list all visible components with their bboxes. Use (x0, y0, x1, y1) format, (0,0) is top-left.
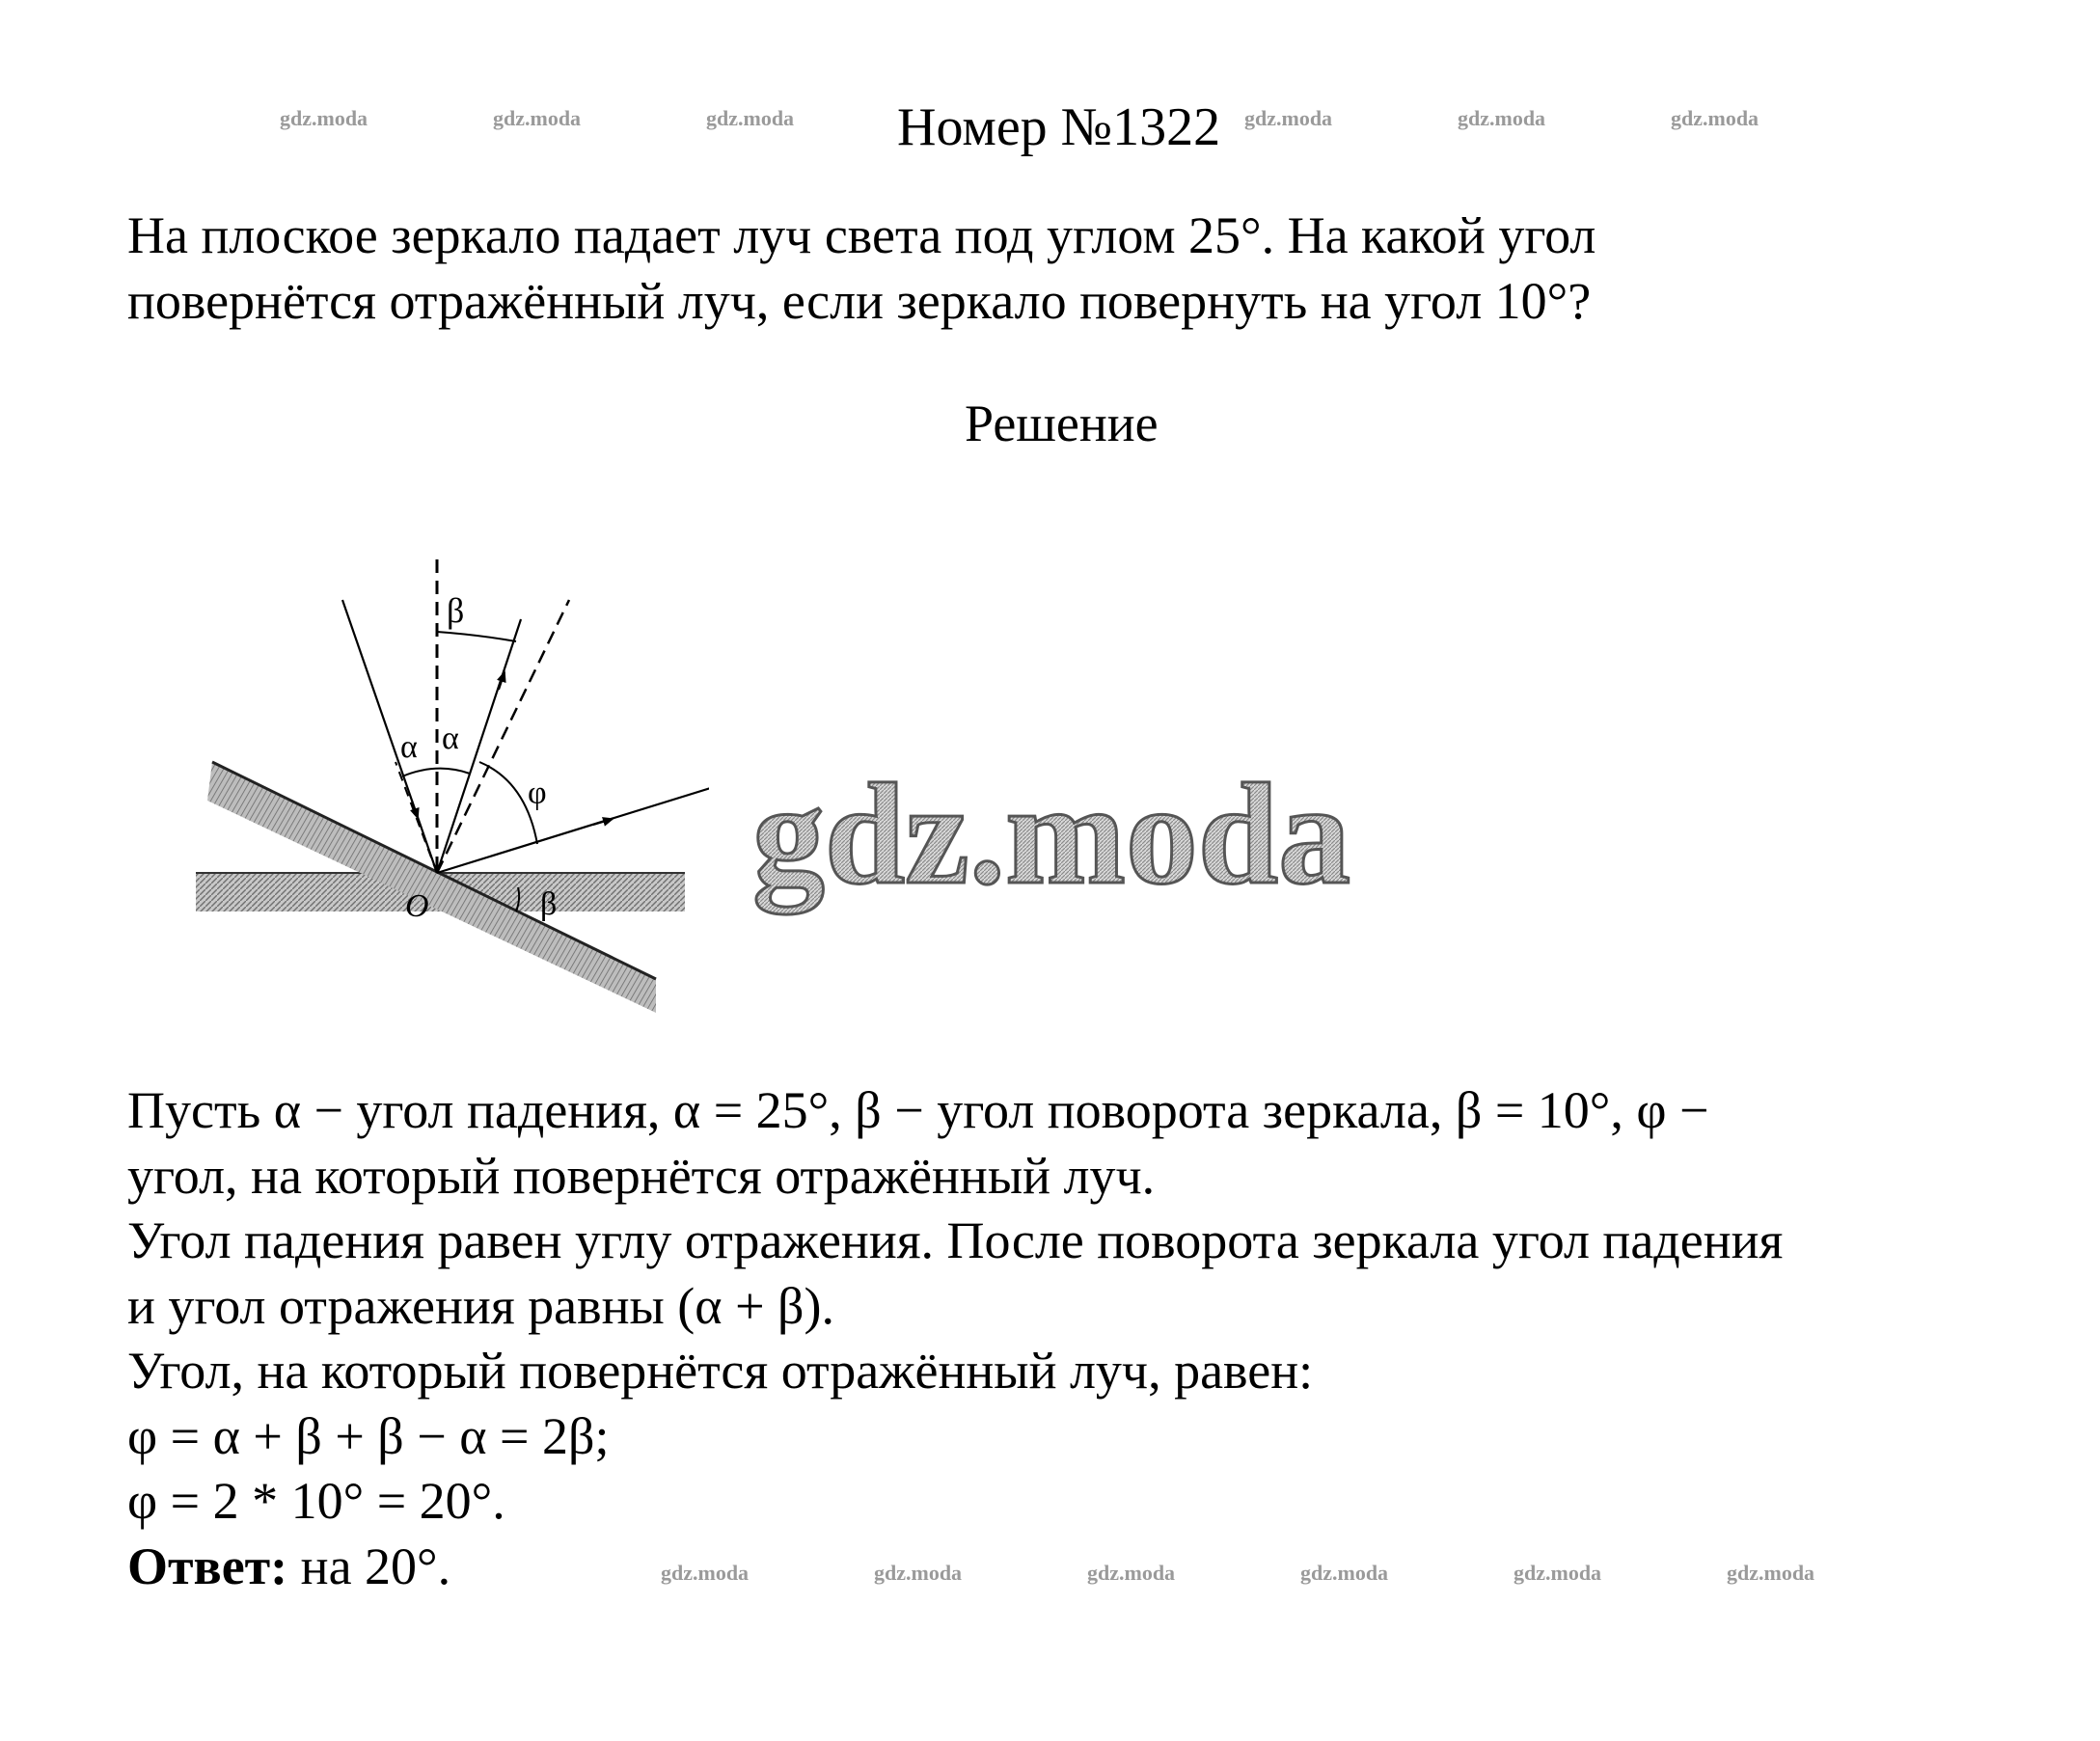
solution-line: Угол, на который повернётся отражённый луч, равен: (127, 1342, 1314, 1400)
watermark: gdz.moda (874, 1561, 963, 1585)
problem-line: повернётся отражённый луч, если зеркало повернуть на угол 10°? (127, 272, 1592, 330)
label-origin: O (405, 888, 429, 924)
watermark: gdz.moda (1087, 1561, 1176, 1585)
new-reflected-ray-arrow (593, 819, 613, 825)
label-beta-top: β (447, 591, 465, 630)
label-beta-bottom: β (540, 886, 558, 922)
label-phi: φ (528, 775, 547, 811)
solution-line: Пусть α − угол падения, α = 25°, β − угол поворота зеркала, β = 10°, φ − (127, 1081, 1709, 1139)
watermark: gdz.moda (1514, 1561, 1602, 1585)
solution-line: Угол падения равен углу отражения. После поворота зеркала угол падения (127, 1211, 1784, 1269)
problem-line: На плоское зеркало падает луч света под углом 25°. На какой угол (127, 206, 1596, 264)
answer-value: на 20°. (287, 1537, 451, 1595)
watermark: gdz.moda (280, 106, 368, 130)
new-reflected-ray (437, 786, 709, 873)
watermark: gdz.moda (1727, 1561, 1815, 1585)
watermark: gdz.moda (1244, 106, 1333, 130)
page-title: Номер №1322 (897, 97, 1221, 157)
solution-line: и угол отражения равны (α + β). (127, 1276, 834, 1335)
solution-line: угол, на который повернётся отражённый луч. (127, 1146, 1156, 1205)
solution-line: φ = 2 * 10° = 20°. (127, 1472, 505, 1530)
answer-label: Ответ: (127, 1537, 288, 1595)
mirror-reflection-diagram (188, 559, 709, 1032)
watermark: gdz.moda (661, 1561, 750, 1585)
rotated-mirror-surface (212, 762, 656, 979)
watermark: gdz.moda (706, 106, 795, 130)
label-alpha-left: α (400, 729, 418, 765)
watermark: gdz.moda (1671, 106, 1759, 130)
solution-line: φ = α + β + β − α = 2β; (127, 1406, 610, 1465)
solution-heading: Решение (965, 394, 1159, 452)
big-watermark-text: gdz.moda (752, 767, 1350, 914)
watermark: gdz.moda (1458, 106, 1546, 130)
problem-statement (127, 203, 2057, 334)
label-alpha-right: α (442, 721, 459, 756)
beta-arc-top (437, 632, 516, 641)
big-watermark-logo (752, 767, 1360, 921)
watermark: gdz.moda (1300, 1561, 1389, 1585)
solution-text (127, 1078, 2057, 1599)
watermark: gdz.moda (493, 106, 582, 130)
